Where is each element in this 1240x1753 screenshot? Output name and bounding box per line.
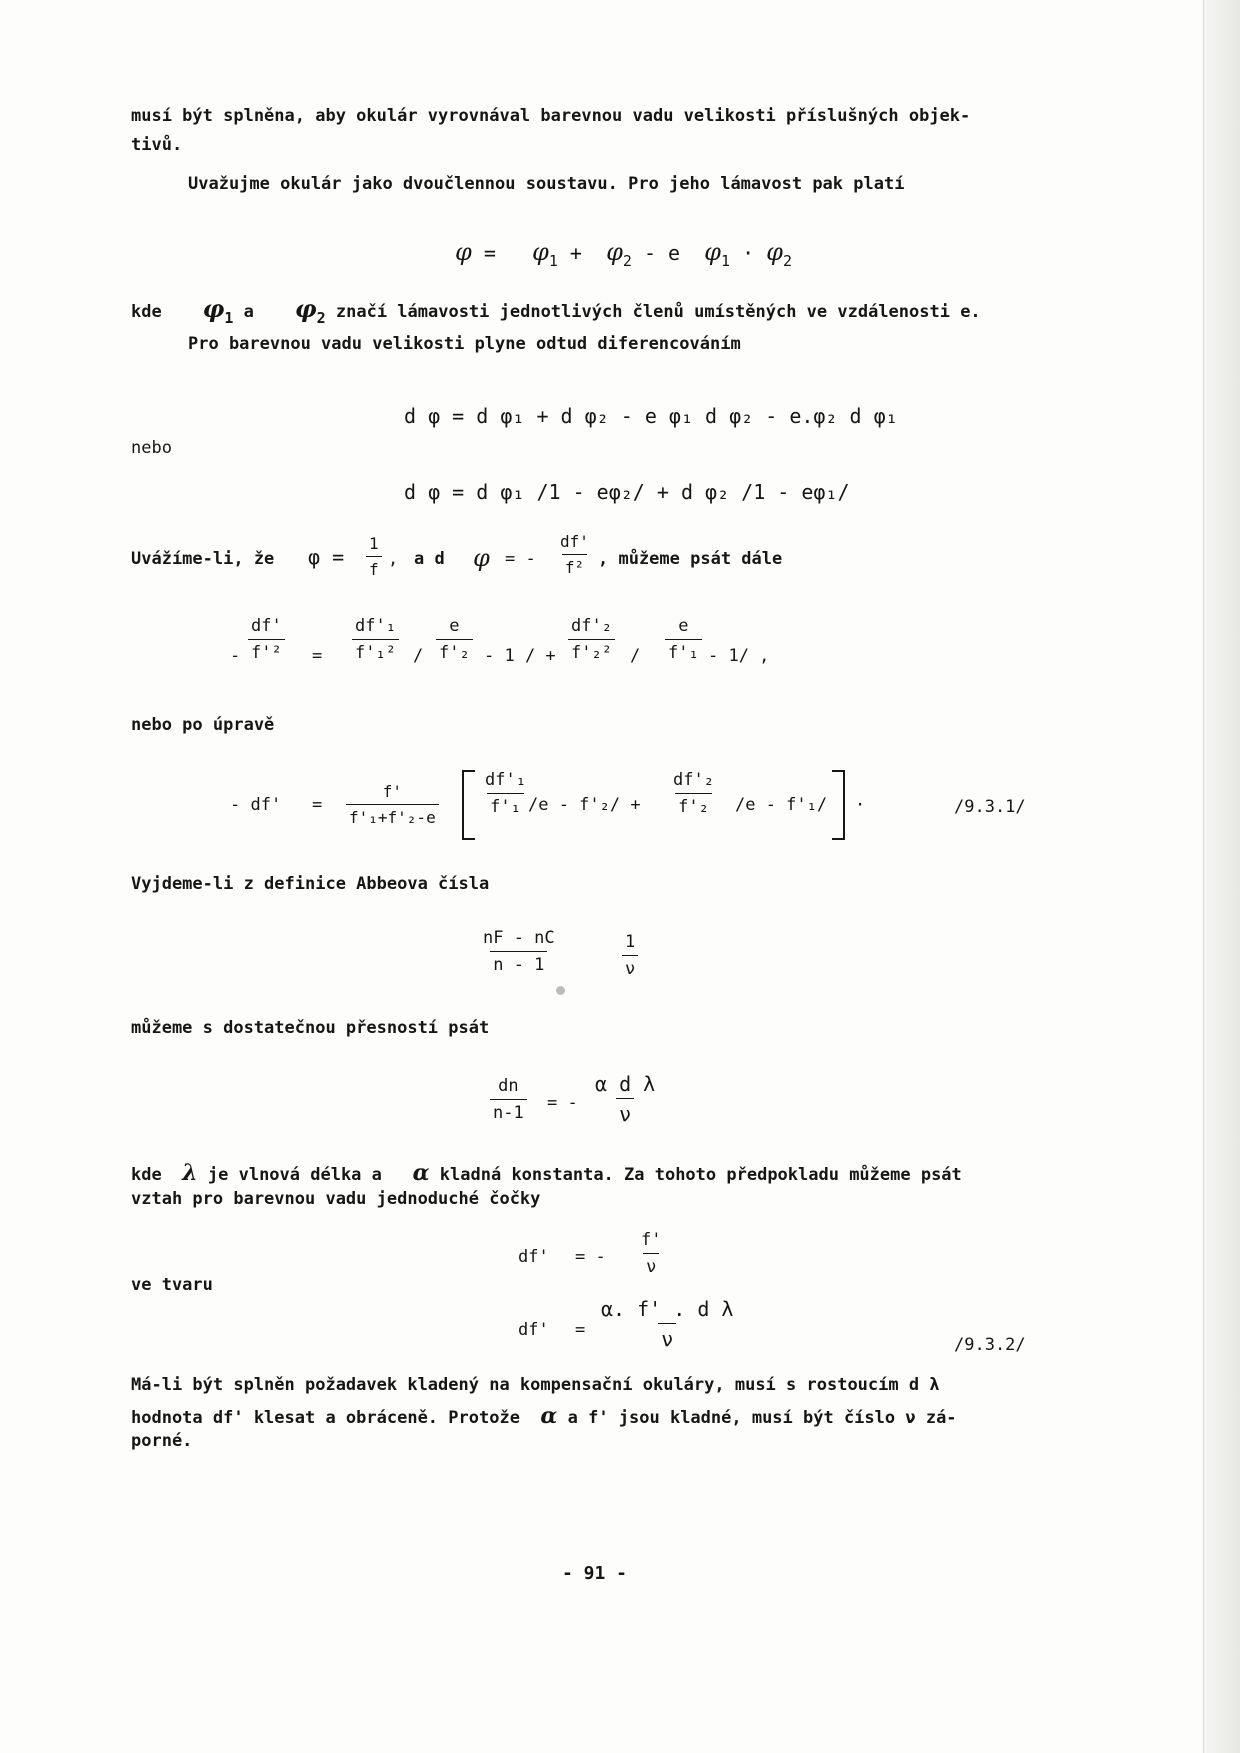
eq4-minus: -: [230, 646, 241, 666]
eq4-slash-2: /: [630, 646, 641, 666]
intro-line-1: musí být splněna, aby okulár vyrovnával barevnou vadu velikosti příslušných objek-: [131, 106, 971, 126]
uvazime-phi: φ: [473, 544, 490, 572]
kde-line: kde φ1 a φ2 značí lámavosti jednotlivých členů umístěných ve vzdálenosti e.: [131, 294, 981, 327]
eq5-dot: ·: [855, 795, 866, 815]
equation-lamavost: φ = $\varphi_1 + \varphi_2 - e$ $\varphi_1 \cdot \varphi_2$: [455, 238, 792, 270]
ink-blot: [556, 986, 565, 995]
vyjdeme-line: Vyjdeme-li z definice Abbeova čísla: [131, 874, 490, 894]
eq4-fraction-5: $\frac{e}{\text{f'₁}}$: [665, 618, 702, 662]
ve-tvaru: ve tvaru: [131, 1275, 213, 1295]
eq4-slash-1: /: [413, 646, 424, 666]
kde-line-2: Pro barevnou vadu velikosti plyne odtud diferencováním: [188, 334, 741, 354]
uvazime-lead: Uvážíme-li, že: [131, 549, 275, 569]
eq4-fraction-3: $\frac{e}{\text{f'₂}}$: [436, 618, 473, 662]
uvazime-rest: , můžeme psát dále: [598, 549, 783, 569]
final-line-2: hodnota df' klesat a obráceně. Protože α a f' jsou kladné, musí být číslo ν zá-: [131, 1403, 957, 1429]
uvazime-phi-eq: φ =: [308, 545, 345, 569]
eq8-equals: = -: [575, 1247, 606, 1267]
nebo-po-uprave: nebo po úpravě: [131, 715, 275, 735]
intro-line-2: tivů.: [131, 135, 183, 155]
final-line-3: porné.: [131, 1431, 193, 1451]
eq4-fraction-2: $\frac{\text{df'₁}}{\text{f'₁²}}$: [352, 618, 399, 662]
dispersion-fraction-1: $\frac{dn}{n-1}$: [490, 1078, 527, 1122]
eq4-fraction-1: $\frac{df'}{\text{f'²}}$: [248, 618, 285, 662]
eq8-fraction: $\frac{f'}{\nu}$: [641, 1230, 662, 1277]
nebo-label: nebo: [131, 438, 172, 458]
eq5-lhs: - df': [230, 795, 282, 815]
eq4-equals: =: [312, 646, 323, 666]
eq5-end: /e - f'₁/: [735, 795, 828, 815]
equation-label-9-3-2: /9.3.2/: [954, 1335, 1026, 1355]
eq9-equals: =: [575, 1320, 586, 1340]
equation-differential: d φ = d φ₁ + d φ₂ - e φ₁ d φ₂ - e.φ₂ d φ₁: [404, 404, 898, 428]
equation-differential-factored: d φ = d φ₁ /1 - eφ₂/ + d φ₂ /1 - eφ₁/: [404, 480, 850, 504]
eq9-fraction: $\frac{\text{α. f' . d λ}}{\nu}$: [601, 1297, 734, 1351]
eq4-minus-one-end: - 1/ ,: [708, 646, 770, 666]
eq5-fraction-1: $\frac{f'}{\text{f'₁+f'₂-e}}$: [346, 784, 439, 826]
final-line-1: Má-li být splněn požadavek kladený na kompensační okuláry, musí s rostoucím d λ: [131, 1375, 940, 1395]
dispersion-equals: = -: [547, 1093, 578, 1113]
eq8-lhs: df': [518, 1247, 549, 1267]
muzeme-line: můžeme s dostatečnou přesností psát: [131, 1018, 490, 1038]
abbe-fraction-2: $\frac{1}{\nu}$: [622, 934, 638, 978]
eq4-minus-one: - 1 / +: [484, 646, 556, 666]
kde-lambda-line: kde λ je vlnová délka a α kladná konstanta. Za tohoto předpokladu můžeme psát: [131, 1160, 962, 1186]
eq5-equals: =: [312, 795, 323, 815]
fraction-one-over-f: $\frac{1}{f}$: [366, 536, 382, 578]
equation-label-9-3-1: /9.3.1/: [954, 797, 1026, 817]
eq4-fraction-4: $\frac{\text{df'₂}}{\text{f'₂²}}$: [568, 618, 615, 662]
page-edge-shadow: [1203, 0, 1240, 1753]
eq5-middle: /e - f'₂/ +: [528, 795, 641, 815]
uvazime-eq-minus: = -: [505, 549, 536, 569]
left-bracket: [462, 770, 475, 840]
dispersion-fraction-2: $\frac{\text{α d λ}}{\nu}$: [595, 1072, 656, 1126]
abbe-fraction-1: $\frac{nF - nC}{n - 1}$: [483, 928, 555, 975]
fraction-df-over-f2: $\frac{df'}{\text{f²}}$: [560, 532, 589, 577]
eq9-lhs: df': [518, 1320, 549, 1340]
uvazime-comma: ,: [388, 549, 399, 569]
kde-lambda-line-2: vztah pro barevnou vadu jednoduché čočky: [131, 1189, 541, 1209]
right-bracket: [832, 770, 845, 840]
intro-line-3: Uvažujme okulár jako dvoučlennou soustavu. Pro jeho lámavost pak platí: [188, 174, 905, 194]
eq5-fraction-3: $\frac{\text{df'₂}}{\text{f'₂}}$: [673, 770, 714, 817]
eq5-fraction-2: $\frac{\text{df'₁}}{\text{f'₁}}$: [485, 770, 526, 817]
page-number: - 91 -: [562, 1563, 628, 1584]
uvazime-a-d: a d: [414, 549, 445, 569]
